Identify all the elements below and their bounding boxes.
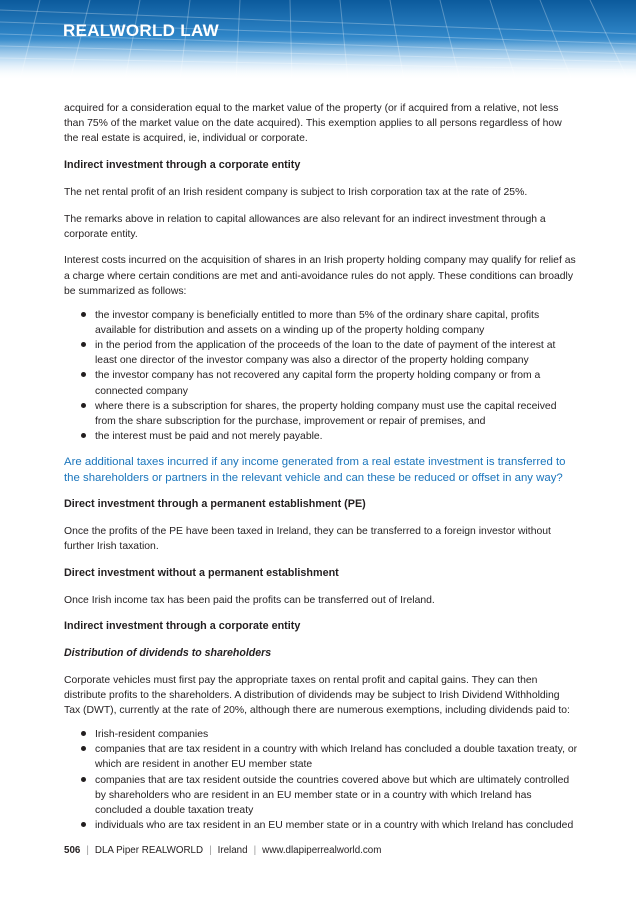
paragraph-rental-profit: The net rental profit of an Irish resident company is subject to Irish corporation tax at the rate of 25%. — [64, 186, 528, 198]
footer-country: Ireland — [217, 845, 248, 856]
paragraph-interest-costs: Interest costs incurred on the acquisition of shares in an Irish property holding company may qualify for relief as a charge where certain conditions are met and anti-avoidance rules do not apply. These conditions can broadly be summarized as follows: — [64, 255, 576, 297]
paragraph-intro: acquired for a consideration equal to the market value of the property (or if acquired from a relative, not less than 75% of the market value on the date acquired). This exemption applies to all persons regardless of how the real estate is acquired, ie, individual or corporate. — [64, 103, 562, 145]
header-title: REALWORLD LAW — [63, 21, 219, 40]
bullet-icon — [81, 777, 86, 782]
list-item: individuals who are tax resident in an EU member state or in a country with which Ireland has concluded — [95, 818, 578, 833]
list-item: companies that are tax resident in a country with which Ireland has concluded a double taxation treaty, or which are resident in another EU member state — [95, 742, 578, 772]
conditions-list — [64, 308, 578, 445]
footer-publication: DLA Piper REALWORLD — [94, 845, 204, 856]
paragraph-pe: Once the profits of the PE have been taxed in Ireland, they can be transferred to a foreign investor without further Irish taxation. — [64, 526, 551, 553]
bullet-icon — [81, 372, 86, 377]
list-item: Irish-resident companies — [95, 727, 578, 742]
paragraph-remarks: The remarks above in relation to capital allowances are also relevant for an indirect investment through a corporate entity. — [64, 213, 546, 240]
bullet-icon — [81, 731, 86, 736]
exemptions-list — [64, 727, 578, 833]
bullet-icon — [81, 312, 86, 317]
footer-separator: | — [86, 845, 89, 856]
bullet-icon — [81, 342, 86, 347]
subheading-dividends: Distribution of dividends to shareholders — [64, 647, 272, 660]
paragraph-no-pe: Once Irish income tax has been paid the profits can be transferred out of Ireland. — [64, 594, 435, 606]
list-item: companies that are tax resident outside the countries covered above but which are ultimately controlled by shareholders who are resident in an EU member state or in a country with which Ireland has concluded a double taxation treaty — [95, 773, 578, 819]
page-content — [64, 101, 578, 843]
heading-direct-no-pe: Direct investment without a permanent establishment — [64, 566, 339, 579]
page-footer — [64, 845, 381, 856]
list-item: the interest must be paid and not merely payable. — [95, 429, 578, 444]
heading-direct-pe: Direct investment through a permanent establishment (PE) — [64, 498, 366, 511]
bullet-icon — [81, 433, 86, 438]
list-item: the investor company has not recovered any capital form the property holding company or from a connected company — [95, 368, 578, 398]
list-item: in the period from the application of the proceeds of the loan to the date of payment of the interest at least one director of the investor company was also a director of the property holding company — [95, 338, 578, 368]
header-banner — [0, 0, 636, 80]
footer-separator: | — [253, 845, 257, 856]
footer-separator: | — [209, 845, 212, 856]
bullet-icon — [81, 403, 86, 408]
bullet-icon — [81, 746, 86, 751]
list-item: the investor company is beneficially entitled to more than 5% of the ordinary share capital, profits available for distribution and assets on a winding up of the property holding company — [95, 308, 578, 338]
footer-url: www.dlapiperrealworld.com — [262, 845, 382, 856]
question-heading: Are additional taxes incurred if any income generated from a real estate investment is transferred to the shareholders or partners in the relevant vehicle and can these be reduced or offset in any way? — [64, 456, 566, 485]
heading-indirect-corporate: Indirect investment through a corporate entity — [64, 159, 301, 172]
bullet-icon — [81, 822, 86, 827]
heading-indirect-corporate-2: Indirect investment through a corporate entity — [64, 620, 301, 633]
paragraph-dividends: Corporate vehicles must first pay the appropriate taxes on rental profit and capital gains. They can then distribute profits to the shareholders. A distribution of dividends may be subject to Irish Dividend Withholding Tax (DWT), currently at the rate of 20%, although there are numerous exemptions, including dividends paid to: — [64, 674, 570, 717]
page-number: 506 — [64, 845, 81, 856]
list-item: where there is a subscription for shares, the property holding company must use the capital received from the share subscription for the purchase, improvement or repair of premises, and — [95, 399, 578, 429]
